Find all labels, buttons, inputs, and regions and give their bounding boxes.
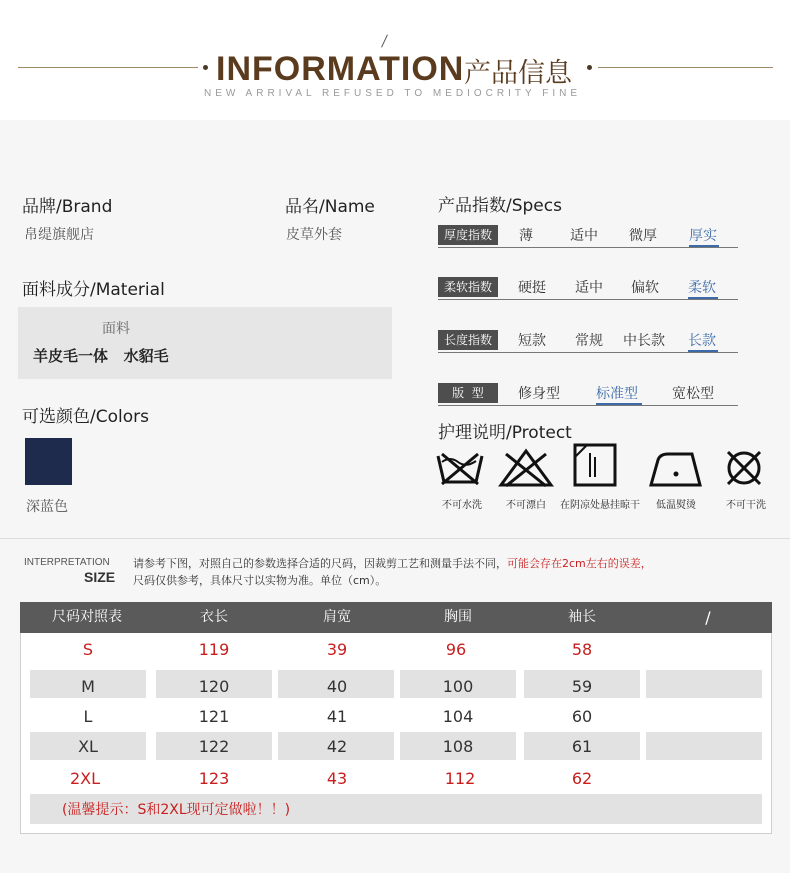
page-title-en: INFORMATION bbox=[216, 50, 465, 88]
page-subtitle: NEW ARRIVAL REFUSED TO MEDIOCRITY FINE bbox=[204, 88, 582, 99]
size-table-header bbox=[20, 602, 772, 633]
spec-row-softness bbox=[438, 277, 738, 297]
size-cell: L bbox=[83, 707, 93, 726]
spec-option: 硬挺 bbox=[518, 280, 546, 296]
spec-option: 偏软 bbox=[631, 280, 659, 296]
size-cell: 2XL bbox=[69, 769, 101, 788]
hang-dry-shade-icon bbox=[573, 443, 617, 487]
spec-row-fit bbox=[438, 383, 738, 403]
low-iron-icon bbox=[648, 450, 704, 488]
spec-option: 微厚 bbox=[629, 228, 657, 244]
name-label: 品名/Name bbox=[285, 197, 375, 217]
spec-underline bbox=[438, 299, 738, 300]
care-item-label: 不可漂白 bbox=[506, 500, 546, 511]
size-cell: S bbox=[82, 640, 94, 659]
spec-option-selected: 长款 bbox=[688, 333, 716, 349]
care-item-label: 不可干洗 bbox=[726, 500, 766, 511]
color-swatch-navy[interactable] bbox=[25, 438, 72, 485]
header-line-left bbox=[18, 67, 198, 68]
no-wash-icon bbox=[436, 448, 484, 488]
care-label: 护理说明/Protect bbox=[438, 423, 572, 443]
table-header-cell: 衣长 bbox=[200, 609, 228, 625]
care-item-label: 在阴凉处悬挂晾干 bbox=[560, 500, 640, 511]
material-value: 羊皮毛一体 水貂毛 bbox=[33, 347, 169, 365]
table-cell: 121 bbox=[198, 707, 230, 726]
table-cell: 43 bbox=[326, 769, 348, 788]
no-bleach-icon bbox=[498, 448, 554, 488]
brand-value: 帛缇旗舰店 bbox=[24, 227, 94, 243]
spec-tag: 长度指数 bbox=[438, 330, 498, 350]
table-cell: 96 bbox=[445, 640, 467, 659]
size-note-part1: 请参考下图，对照自己的参数选择合适的尺码，因裁剪工艺和测量手法不同， bbox=[133, 557, 507, 570]
tip-text: (温馨提示：S和2XL现可定做啦！！) bbox=[62, 802, 291, 818]
header-line-right bbox=[598, 67, 773, 68]
spec-option: 适中 bbox=[570, 228, 598, 244]
spec-option: 修身型 bbox=[518, 386, 560, 402]
section-divider bbox=[0, 538, 790, 539]
spec-option: 常规 bbox=[575, 333, 603, 349]
brand-label: 品牌/Brand bbox=[22, 197, 113, 217]
interpretation-label: INTERPRETATION bbox=[24, 557, 110, 568]
spec-option-selected: 柔软 bbox=[688, 280, 716, 296]
spec-tag: 厚度指数 bbox=[438, 225, 498, 245]
spec-underline bbox=[438, 352, 738, 353]
table-cell: 108 bbox=[442, 737, 474, 756]
table-cell: 59 bbox=[571, 677, 593, 696]
spec-tag: 版 型 bbox=[438, 383, 498, 403]
table-cell: 41 bbox=[326, 707, 348, 726]
spec-row-thickness bbox=[438, 225, 738, 245]
row-highlight bbox=[646, 732, 762, 760]
table-header-cell: 尺码对照表 bbox=[52, 609, 122, 625]
table-header-cell: 袖长 bbox=[568, 609, 596, 625]
table-cell: 42 bbox=[326, 737, 348, 756]
color-name: 深蓝色 bbox=[26, 499, 68, 515]
spec-selected-marker bbox=[596, 403, 642, 405]
size-cell: M bbox=[81, 677, 95, 696]
page-title-cn: 产品信息 bbox=[464, 58, 572, 89]
spec-option-selected: 厚实 bbox=[689, 228, 717, 244]
size-note bbox=[133, 555, 773, 589]
colors-label: 可选颜色/Colors bbox=[22, 407, 149, 427]
table-header-cell: 胸围 bbox=[444, 609, 472, 625]
table-cell: 61 bbox=[571, 737, 593, 756]
table-cell: 58 bbox=[571, 640, 593, 659]
table-header-cell: / bbox=[705, 608, 711, 627]
table-cell: 122 bbox=[198, 737, 230, 756]
specs-label: 产品指数/Specs bbox=[438, 196, 562, 216]
spec-option: 中长款 bbox=[623, 333, 665, 349]
size-label: SIZE bbox=[84, 569, 116, 585]
spec-underline bbox=[438, 405, 738, 406]
no-dry-clean-icon bbox=[722, 447, 766, 489]
spec-selected-marker bbox=[688, 297, 718, 299]
spec-underline bbox=[438, 247, 738, 248]
size-note-warning: 可能会存在2cm左右的误差， bbox=[507, 557, 652, 570]
spec-option: 短款 bbox=[518, 333, 546, 349]
table-cell: 40 bbox=[326, 677, 348, 696]
table-header-cell: 肩宽 bbox=[323, 609, 351, 625]
table-cell: 120 bbox=[198, 677, 230, 696]
spec-option: 宽松型 bbox=[672, 386, 714, 402]
spec-option: 薄 bbox=[519, 228, 533, 244]
table-cell: 60 bbox=[571, 707, 593, 726]
spec-option-selected: 标准型 bbox=[596, 386, 638, 402]
material-label: 面料成分/Material bbox=[22, 280, 165, 300]
material-box bbox=[18, 307, 392, 379]
row-highlight bbox=[646, 670, 762, 698]
table-cell: 104 bbox=[442, 707, 474, 726]
spec-option: 适中 bbox=[575, 280, 603, 296]
spec-selected-marker bbox=[688, 350, 718, 352]
table-cell: 100 bbox=[442, 677, 474, 696]
header-dot-right bbox=[587, 65, 592, 70]
table-cell: 123 bbox=[198, 769, 230, 788]
table-cell: 39 bbox=[326, 640, 348, 659]
spec-tag: 柔软指数 bbox=[438, 277, 498, 297]
spec-row-length bbox=[438, 330, 738, 350]
table-cell: 119 bbox=[198, 640, 230, 659]
name-value: 皮草外套 bbox=[286, 227, 342, 243]
care-item-label: 不可水洗 bbox=[442, 500, 482, 511]
table-cell: 112 bbox=[444, 769, 476, 788]
spec-selected-marker bbox=[689, 245, 719, 247]
header-dot-left bbox=[203, 65, 208, 70]
material-sub-label: 面料 bbox=[102, 321, 130, 337]
size-cell: XL bbox=[78, 737, 98, 756]
care-item-label: 低温熨烫 bbox=[656, 500, 696, 511]
table-cell: 62 bbox=[571, 769, 593, 788]
size-note-part2: 尺码仅供参考，具体尺寸以实物为准。单位（cm）。 bbox=[133, 574, 387, 587]
